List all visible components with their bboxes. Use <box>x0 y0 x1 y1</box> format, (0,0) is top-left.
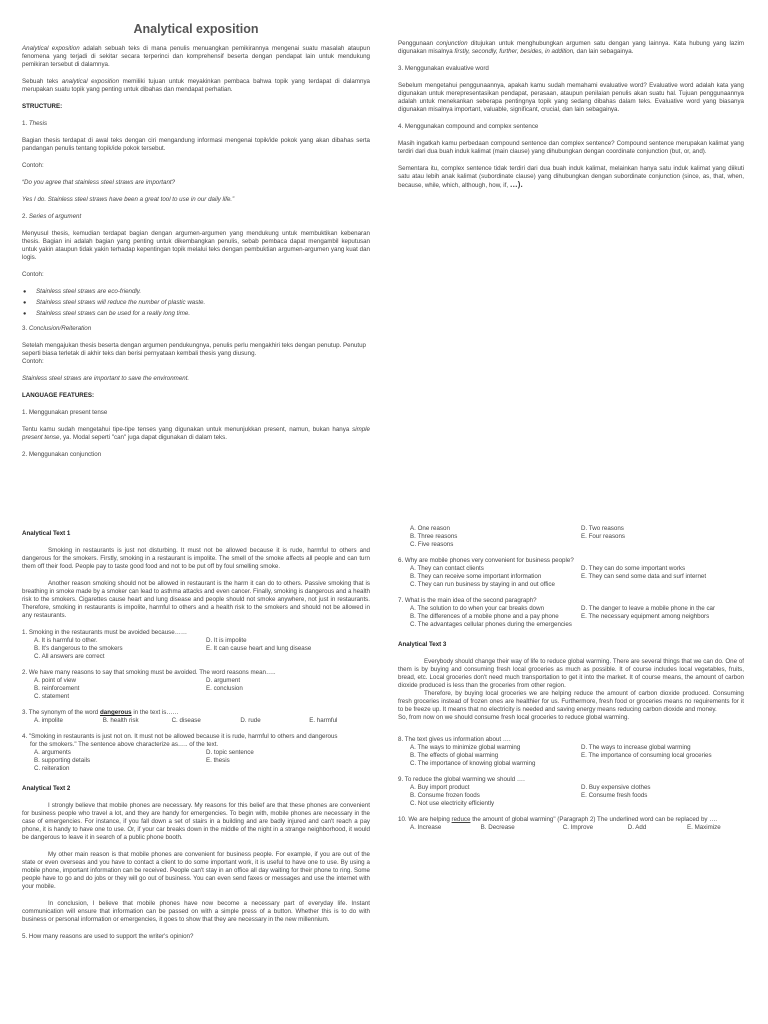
underlined-word: dangerous <box>99 709 132 716</box>
stem-text-b: in the text is…… <box>131 709 179 716</box>
answer-options <box>22 677 370 701</box>
example-label: Contoh: <box>22 162 44 169</box>
question-stem <box>22 709 370 717</box>
answer-option[interactable]: A. The ways to minimize global warming <box>410 744 521 751</box>
question-stem: 8. The text gives us information about …. <box>398 736 511 743</box>
question-7 <box>398 597 744 629</box>
text-3-heading: Analytical Text 3 <box>398 641 447 648</box>
text-1-paragraph-1: Smoking in restaurants is just not disturbing. It must not be allowed because it is rude, harmful to others and dangerous for the smokers. Firstly, smoking in a restaurant is impolite. The smell of the smoke affects all people and can turn them off their food. People pay to taste good food and not to be put off by foul smelling smoke. <box>22 547 370 570</box>
item-number: 2. <box>22 451 29 458</box>
answer-option[interactable]: A. One reason <box>410 525 450 532</box>
answer-option[interactable]: B. health risk <box>102 717 139 724</box>
question-5-stem: 5. How many reasons are used to support the writer's opinion? <box>22 933 194 940</box>
answer-options <box>398 824 744 832</box>
answer-option[interactable]: C. reiteration <box>34 765 70 772</box>
stem-text-a: 10. We are helping <box>398 816 452 823</box>
answer-option[interactable]: A. The solution to do when your car breaks down <box>410 605 545 612</box>
answer-option[interactable]: B. Decrease <box>480 824 515 831</box>
desc-term: simple present tense <box>22 426 370 441</box>
question-3 <box>22 709 370 725</box>
answer-option[interactable]: C. They can run business by staying in and out office <box>410 581 555 588</box>
answer-option[interactable]: B. They can receive some important information <box>410 573 542 580</box>
answer-option[interactable]: C. Not use electricity efficiently <box>410 800 495 807</box>
answer-option[interactable]: A. Buy import product <box>410 784 470 791</box>
structure-heading: STRUCTURE: <box>22 103 63 110</box>
conclusion-description: Setelah mengajukan thesis beserta dengan argumen pendukungnya, penulis perlu mengakhiri teks dengan penutup. Penutup seperti biasa terletak di akhir teks dan berisi pernyataan kembali thesis yang diusung. <box>22 342 366 357</box>
stem-text-a: 3. The synonym of the word <box>22 709 100 716</box>
complex-description <box>398 165 744 190</box>
conclusion-example: Stainless steel straws are important to save the environment. <box>22 375 190 382</box>
language-features-heading: LANGUAGE FEATURES: <box>22 392 95 399</box>
item-title: Menggunakan evaluative word <box>404 65 489 72</box>
question-stem: 9. To reduce the global warming we should …. <box>398 776 525 783</box>
answer-option[interactable]: B. Three reasons <box>410 533 458 540</box>
answer-option[interactable]: A. arguments <box>34 749 71 756</box>
answer-option[interactable]: B. Consume frozen foods <box>410 792 480 799</box>
desc-text-a: Sementara itu, complex sentence tidak terdiri dari dua buah induk kalimat, melainkan hanya satu induk kalimat yang diikuti satu atau lebih anak kalimat (subordinate clause) yang dihubungkan dengan subordinate conjunction (since, as, that, when, because, while, which, although, how, if, <box>398 165 744 189</box>
evaluative-description: Sebelum mengetahui penggunaannya, apakah kamu sudah memahami evaluative word? Evaluative word adalah kata yang digunakan untuk merepresentasikan pendapat, perasaan, ataupun penilaian penulis akan suatu hal. Tujuan penggunaannya adalah untuk menekankan seberapa pentingnya topik yang sedang dibahas dalam teks. Evaluative word yang biasanya digunakan misalnya important, valuable, significant, crucial, dan lain sebagainya. <box>398 82 744 113</box>
question-10 <box>398 816 744 832</box>
answer-option[interactable]: E. Four reasons <box>581 533 626 540</box>
question-stem: 2. We have many reasons to say that smoking must be avoided. The word reasons mean….. <box>22 669 276 676</box>
item-number: 1. <box>22 120 29 127</box>
language-item-conjunction <box>22 451 370 459</box>
arguments-description: Menyusul thesis, kemudian terdapat bagian dengan argumen-argumen yang mendukung untuk membuktikan kebenaran thesis. Bagian ini adalah bagian yang penting untuk dikembangkan penulis, sebab pembaca dapat mengambil keputusan untuk yakin ataupun tidak yakin terhadap kepentingan topik melalui teks dengan pembuktian argumen-argumen yang kuat dan logis. <box>22 230 370 261</box>
answer-option[interactable]: C. statement <box>34 693 70 700</box>
text-1-paragraph-2: Another reason smoking should not be allowed in restaurant is the harm it can do to others. Passive smoking that is breathing in smoke made by a smoker can lead to asthma attacks and even cancer. Finally, smoking is dangerous and a health risk to the smokers. Cigarettes cause heart and lung disease and people should not smoke anywhere, not just in restaurants. Therefore, smoking in restaurants is impolite, harmful to others and a health risk to the smokers and should not be allowed in any restaurants. <box>22 580 370 619</box>
thesis-example-answer: Yes I do. Stainless steel straws have been a great tool to use in our daily life.” <box>22 196 235 203</box>
item-number: 2. <box>22 213 29 220</box>
answer-option[interactable]: C. The advantages cellular phones during the emergencies <box>410 621 572 628</box>
answer-options <box>22 717 370 725</box>
thesis-description: Bagian thesis terdapat di awal teks dengan ciri mengandung informasi mengenai topik/ide pokok yang akan dibahas serta pandangan penulis tentang topik/ide pokok tersebut. <box>22 137 370 152</box>
answer-option[interactable]: E. harmful <box>309 717 338 724</box>
text-3-paragraph-2: Therefore, by buying local groceries we are helping reduce the amount of carbon dioxide produced. Consuming fresh groceries instead of frozen ones are healthier for us. Furthermore, fresh food or groceries means no requirements for it to be freeze up. It means that no electricity is needed and saving energy means reducing carbon dioxide and money. <box>398 690 744 713</box>
answer-option[interactable]: B. It's dangerous to the smokers <box>34 645 123 652</box>
answer-option[interactable]: C. Five reasons <box>410 541 454 548</box>
intro-paragraph-2 <box>22 78 370 94</box>
desc-text-a: Tentu kamu sudah mengetahui tipe-tipe tenses yang digunakan untuk menunjukkan present, namun, bukan hanya <box>22 426 353 433</box>
item-number: 3. <box>398 65 405 72</box>
ellipsis-mark: …). <box>509 180 523 189</box>
text-2-heading: Analytical Text 2 <box>22 785 71 792</box>
answer-options <box>398 605 744 629</box>
bullet-item: ● Stainless steel straws can be used for a really long time. <box>36 310 370 318</box>
answer-options <box>22 749 370 773</box>
answer-option[interactable]: E. The necessary equipment among neighbors <box>581 613 710 620</box>
desc-text-a: Penggunaan <box>398 40 437 47</box>
language-item-present-tense <box>22 409 370 417</box>
question-1 <box>22 629 370 661</box>
answer-option[interactable]: B. supporting details <box>34 757 91 764</box>
question-stem: 7. What is the main idea of the second paragraph? <box>398 597 537 604</box>
answer-option[interactable]: E. They can send some data and surf internet <box>581 573 707 580</box>
underlined-word: reduce <box>451 816 471 823</box>
intro-text: adalah sebuah teks di mana penulis menuangkan pemikirannya mengenai suatu masalah ataupun fenomena yang terjadi di sekitar secara terperinci dan komprehensif beserta dengan pendapat lain untuk mendukung pemikiran tersebut di dalamnya. <box>22 45 371 68</box>
item-number: 3. <box>22 325 29 332</box>
thesis-example-question: “Do you agree that stainless steel straws are important? <box>22 179 176 186</box>
answer-options <box>398 525 744 549</box>
answer-options <box>398 784 744 808</box>
exercise-column-left <box>22 530 370 950</box>
page-title: Analytical exposition <box>133 22 259 36</box>
question-stem: 4. "Smoking in restaurants is just not on. It must not be allowed because it is rude, harmful to others and dangerous <box>22 733 338 740</box>
answer-option[interactable]: E. conclusion <box>206 685 243 692</box>
answer-option[interactable]: A. point of view <box>34 677 76 684</box>
item-title: Menggunakan present tense <box>28 409 108 416</box>
answer-option[interactable]: D. topic sentence <box>206 749 254 756</box>
language-item-evaluative <box>398 65 744 73</box>
answer-option[interactable]: D. It is impolite <box>206 637 247 644</box>
present-tense-description <box>22 426 370 442</box>
desc-term: conjunction <box>436 40 468 47</box>
answer-option[interactable]: E. Maximize <box>687 824 721 831</box>
structure-item-arguments <box>22 213 370 221</box>
text-2-paragraph-1: I strongly believe that mobile phones are necessary. My reasons for this belief are that these phones are convenient for business people who travel a lot, and they are handy for emergencies. To begin with, mobile phones are necessary in the case of emergencies. For instance, if you fall down a set of stairs in a building and are badly injured and can't reach a pay phone, it is handy to have one to use. Or, if your car breaks down in the middle of the night in a strange neighborhood, it would be dangerous to leave it in search of a public phone booth. <box>22 802 370 841</box>
argument-bullet-list <box>22 288 370 318</box>
answer-option[interactable]: B. The differences of a mobile phone and a pay phone <box>410 613 559 620</box>
answer-option[interactable]: A. impolite <box>34 717 63 724</box>
compound-description: Masih ingatkah kamu perbedaan compound sentence dan complex sentence? Compound sentence merupakan kalimat yang terdiri dari dua buah induk kalimat (main clause) yang dihubungkan dengan coordinate conjunction (but, or, and). <box>398 140 744 155</box>
intro2-text-b: memiliki tujuan untuk meyakinkan pembaca bahwa topik yang terdapat di dalamnya merupakan suatu topik yang penting untuk dibahas dan mendapat perhatian. <box>22 78 370 93</box>
intro2-text-a: Sebuah teks <box>22 78 62 85</box>
answer-option[interactable]: E. Consume fresh foods <box>581 792 648 799</box>
text-1-heading: Analytical Text 1 <box>22 530 71 537</box>
structure-item-conclusion <box>22 325 370 333</box>
answer-option[interactable]: D. The ways to increase global warming <box>581 744 691 751</box>
answer-option[interactable]: B. reinforcement <box>34 685 80 692</box>
desc-text-b: , ya. Modal seperti "can" juga dapat digunakan di dalam teks. <box>59 434 227 441</box>
theory-column-right <box>398 40 744 199</box>
answer-option[interactable]: D. Two reasons <box>581 525 624 532</box>
stem-text-b: the amount of global warming" (Paragraph 2) The underlined word can be replaced by …. <box>470 816 718 823</box>
text-2-paragraph-2: My other main reason is that mobile phones are convenient for business people. For example, if you are out of the state or even overseas and you have to contact a client to do some important work, it is useful to have one to use. By using a mobile phone, important information can be received. People can't stay in an office all day waiting for their phone to ring. Some people have to go and do jobs or they will go out of business. You can even send faxes or messages and use the internet with your mobile. <box>22 851 370 890</box>
question-8 <box>398 736 744 768</box>
structure-item-thesis <box>22 120 370 128</box>
question-2 <box>22 669 370 701</box>
item-title: Thesis <box>28 120 48 127</box>
text-2-paragraph-3: In conclusion, I believe that mobile phones have now become a necessary part of everyday life. Instant communication will ensure that information can be passed on with a simple press of a button. Whether this is to do with business or personal information or emergencies, it goes to show that they are necessary in the new millennium. <box>22 900 370 923</box>
desc-text-c: dan lain sebagainya. <box>574 48 634 55</box>
question-stem-cont: for the smokers." The sentence above characterize as….. of the text. <box>30 741 219 748</box>
item-number: 1. <box>22 409 29 416</box>
question-stem: 1. Smoking in the restaurants must be avoided because…… <box>22 629 188 636</box>
question-6 <box>398 557 744 589</box>
answer-option[interactable]: C. Improve <box>562 824 594 831</box>
language-item-compound-complex <box>398 123 744 131</box>
answer-option[interactable]: A. Increase <box>410 824 442 831</box>
answer-option[interactable]: D. The danger to leave a mobile phone in the car <box>581 605 716 612</box>
example-label: Contoh: <box>22 271 44 278</box>
question-stem: 6. Why are mobile phones very convenient for business people? <box>398 557 574 564</box>
answer-option[interactable]: C. disease <box>171 717 201 724</box>
answer-option[interactable]: D. rude <box>240 717 261 724</box>
answer-option[interactable]: E. The importance of consuming local groceries <box>581 752 712 759</box>
example-label: Contoh: <box>22 358 44 365</box>
item-title: Conclusion/Reiteration <box>28 325 92 332</box>
text-3-paragraph-3: So, from now on we should consume fresh local groceries to reduce global warming. <box>398 714 630 721</box>
intro2-term: analytical exposition <box>61 78 120 85</box>
theory-column-left <box>22 22 370 468</box>
item-title: Menggunakan compound and complex sentence <box>404 123 539 130</box>
bullet-item: ● Stainless steel straws will reduce the number of plastic waste. <box>36 299 370 307</box>
item-title: Menggunakan conjunction <box>28 451 102 458</box>
desc-text-b: ditujukan untuk menghubungkan argumen satu dengan yang lainnya. Kata hubung yang lazim digunakan misalnya <box>398 40 744 55</box>
intro-paragraph-1 <box>22 45 370 69</box>
answer-options <box>398 744 744 768</box>
answer-option[interactable]: A. They can contact clients <box>410 565 484 572</box>
bullet-item: ● Stainless steel straws are eco-friendly. <box>36 288 370 296</box>
answer-option[interactable]: D. Add <box>627 824 647 831</box>
answer-option[interactable]: A. It is harmful to other. <box>34 637 98 644</box>
answer-option[interactable]: C. All answers are correct <box>34 653 105 660</box>
answer-option[interactable]: D. Buy expensive clothes <box>581 784 651 791</box>
question-9 <box>398 776 744 808</box>
answer-option[interactable]: C. The importance of knowing global warming <box>410 760 536 767</box>
question-4 <box>22 733 370 773</box>
answer-option[interactable]: E. thesis <box>206 757 230 764</box>
answer-option[interactable]: D. They can do some important works <box>581 565 686 572</box>
answer-option[interactable]: D. argument <box>206 677 241 684</box>
item-number: 4. <box>398 123 405 130</box>
exercise-column-right <box>398 525 744 840</box>
answer-options <box>22 637 370 661</box>
answer-option[interactable]: E. It can cause heart and lung disease <box>206 645 312 652</box>
answer-option[interactable]: B. The effects of global warming <box>410 752 499 759</box>
intro-term: Analytical exposition <box>22 45 80 52</box>
desc-examples: firstly, secondly, further, besides, in addition, <box>454 48 575 55</box>
answer-options <box>398 565 744 589</box>
text-3-paragraph-1: Everybody should change their way of life to reduce global warming. There are several things that we can do. One of them is by buying and consuming fresh local groceries as much as possible. It of course includes local vegetables, fruits, bread, etc. Local groceries don't need much transportation to get it into the market. It of course means, the amount of carbon dioxide produced is less than the groceries from other region. <box>398 658 744 689</box>
question-stem <box>398 816 744 824</box>
conjunction-description <box>398 40 744 56</box>
question-5-options <box>398 525 744 549</box>
item-title: Series of argument <box>28 213 82 220</box>
